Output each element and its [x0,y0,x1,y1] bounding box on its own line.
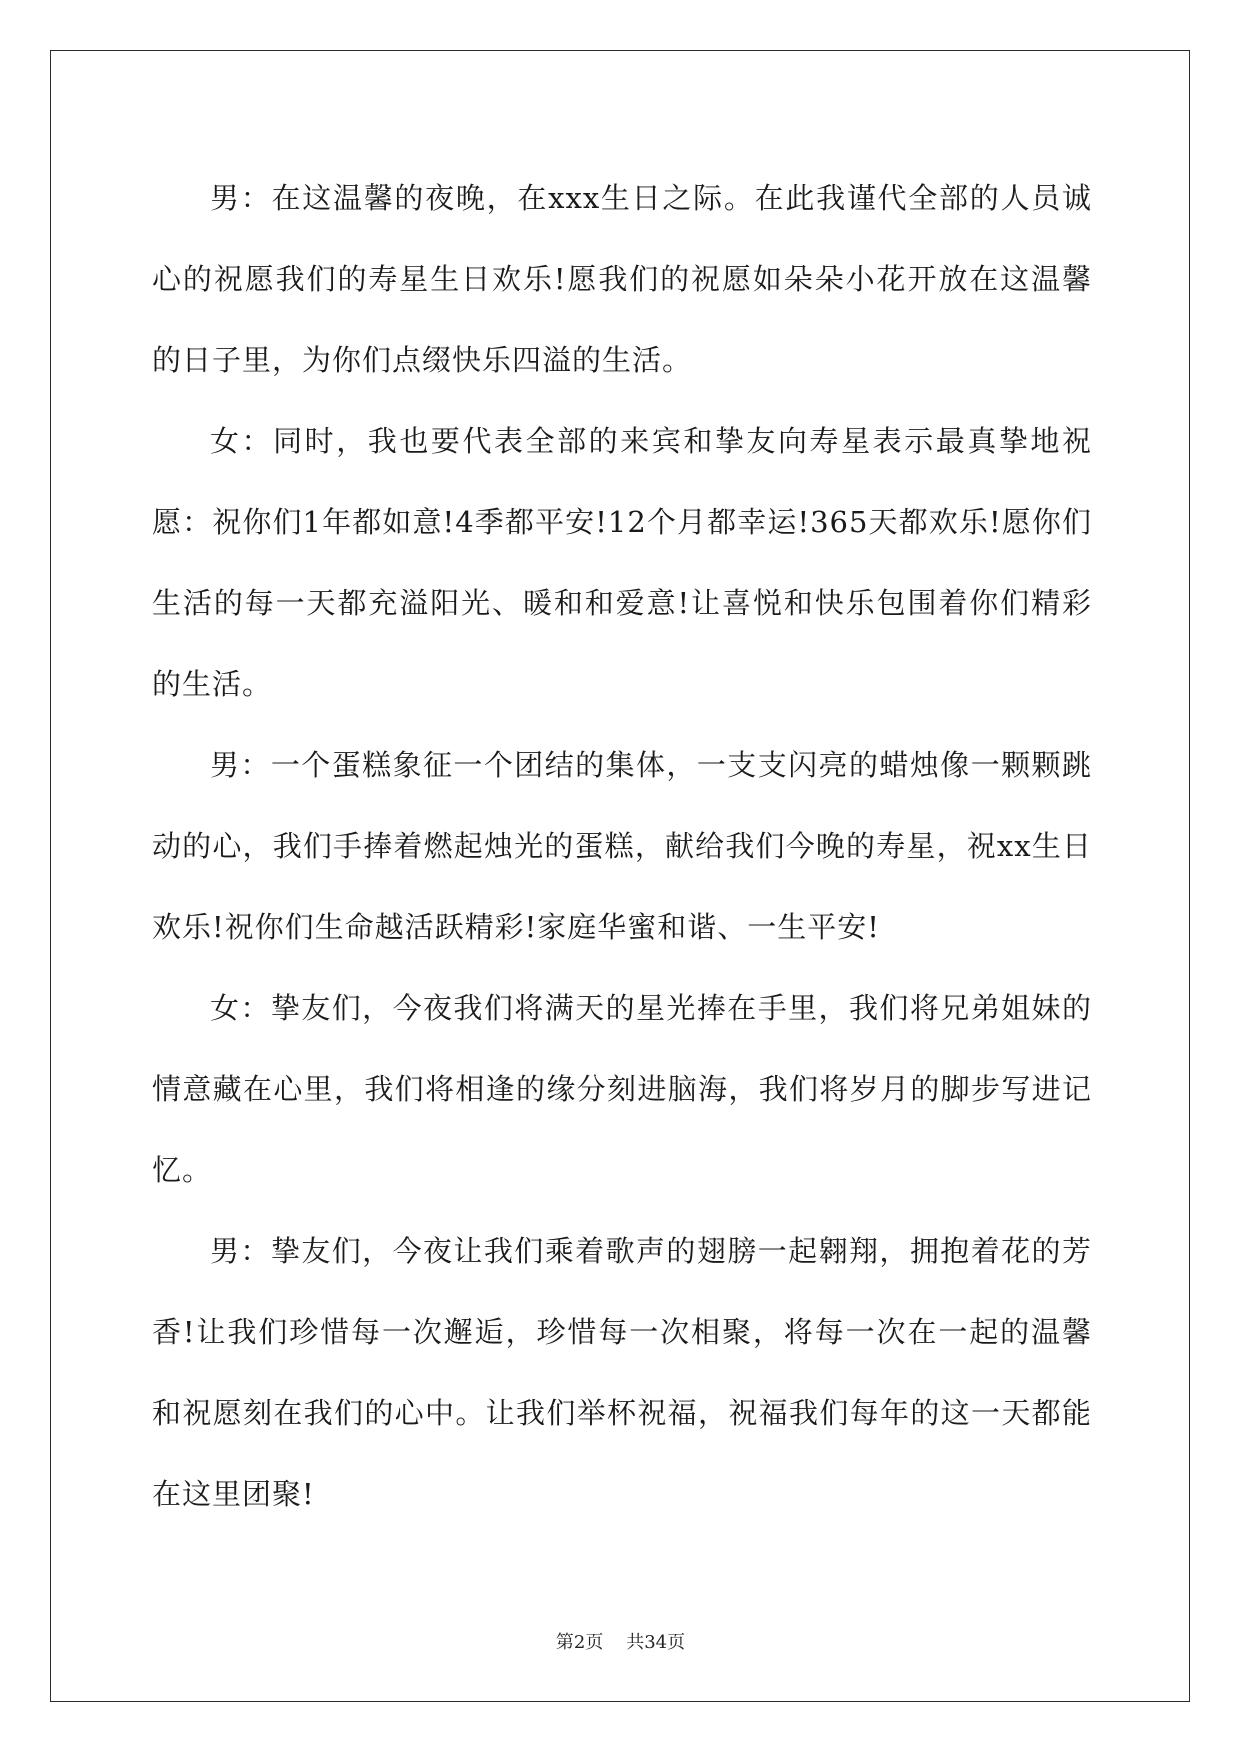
paragraph: 男：在这温馨的夜晚，在xxx生日之际。在此我谨代全部的人员诚心的祝愿我们的寿星生日欢乐!愿我们的祝愿如朵朵小花开放在这温馨的日子里，为你们点缀快乐四溢的生活。 [152,181,1092,377]
paragraph: 男：挚友们，今夜让我们乘着歌声的翅膀一起翱翔，拥抱着花的芳香!让我们珍惜每一次邂逅，珍惜每一次相聚，将每一次在一起的温馨和祝愿刻在我们的心中。让我们举杯祝福，祝福我们每年的这一天都能在这里团聚! [152,1234,1092,1511]
paragraph: 女：同时，我也要代表全部的来宾和挚友向寿星表示最真挚地祝愿：祝你们1年都如意!4季都平安!12个月都幸运!365天都欢乐!愿你们生活的每一天都充溢阳光、暖和和爱意!让喜悦和快乐包围着你们精彩的生活。 [152,424,1092,701]
paragraph: 男：一个蛋糕象征一个团结的集体，一支支闪亮的蜡烛像一颗颗跳动的心，我们手捧着燃起烛光的蛋糕，献给我们今晚的寿星，祝xx生日欢乐!祝你们生命越活跃精彩!家庭华蜜和谐、一生平安! [152,748,1092,944]
paragraph: 女：挚友们，今夜我们将满天的星光捧在手里，我们将兄弟姐妹的情意藏在心里，我们将相逢的缘分刻进脑海，我们将岁月的脚步写进记忆。 [152,991,1092,1187]
page-number-footer: 第2页 共34页 [555,1632,686,1653]
document-body [152,158,1092,1535]
